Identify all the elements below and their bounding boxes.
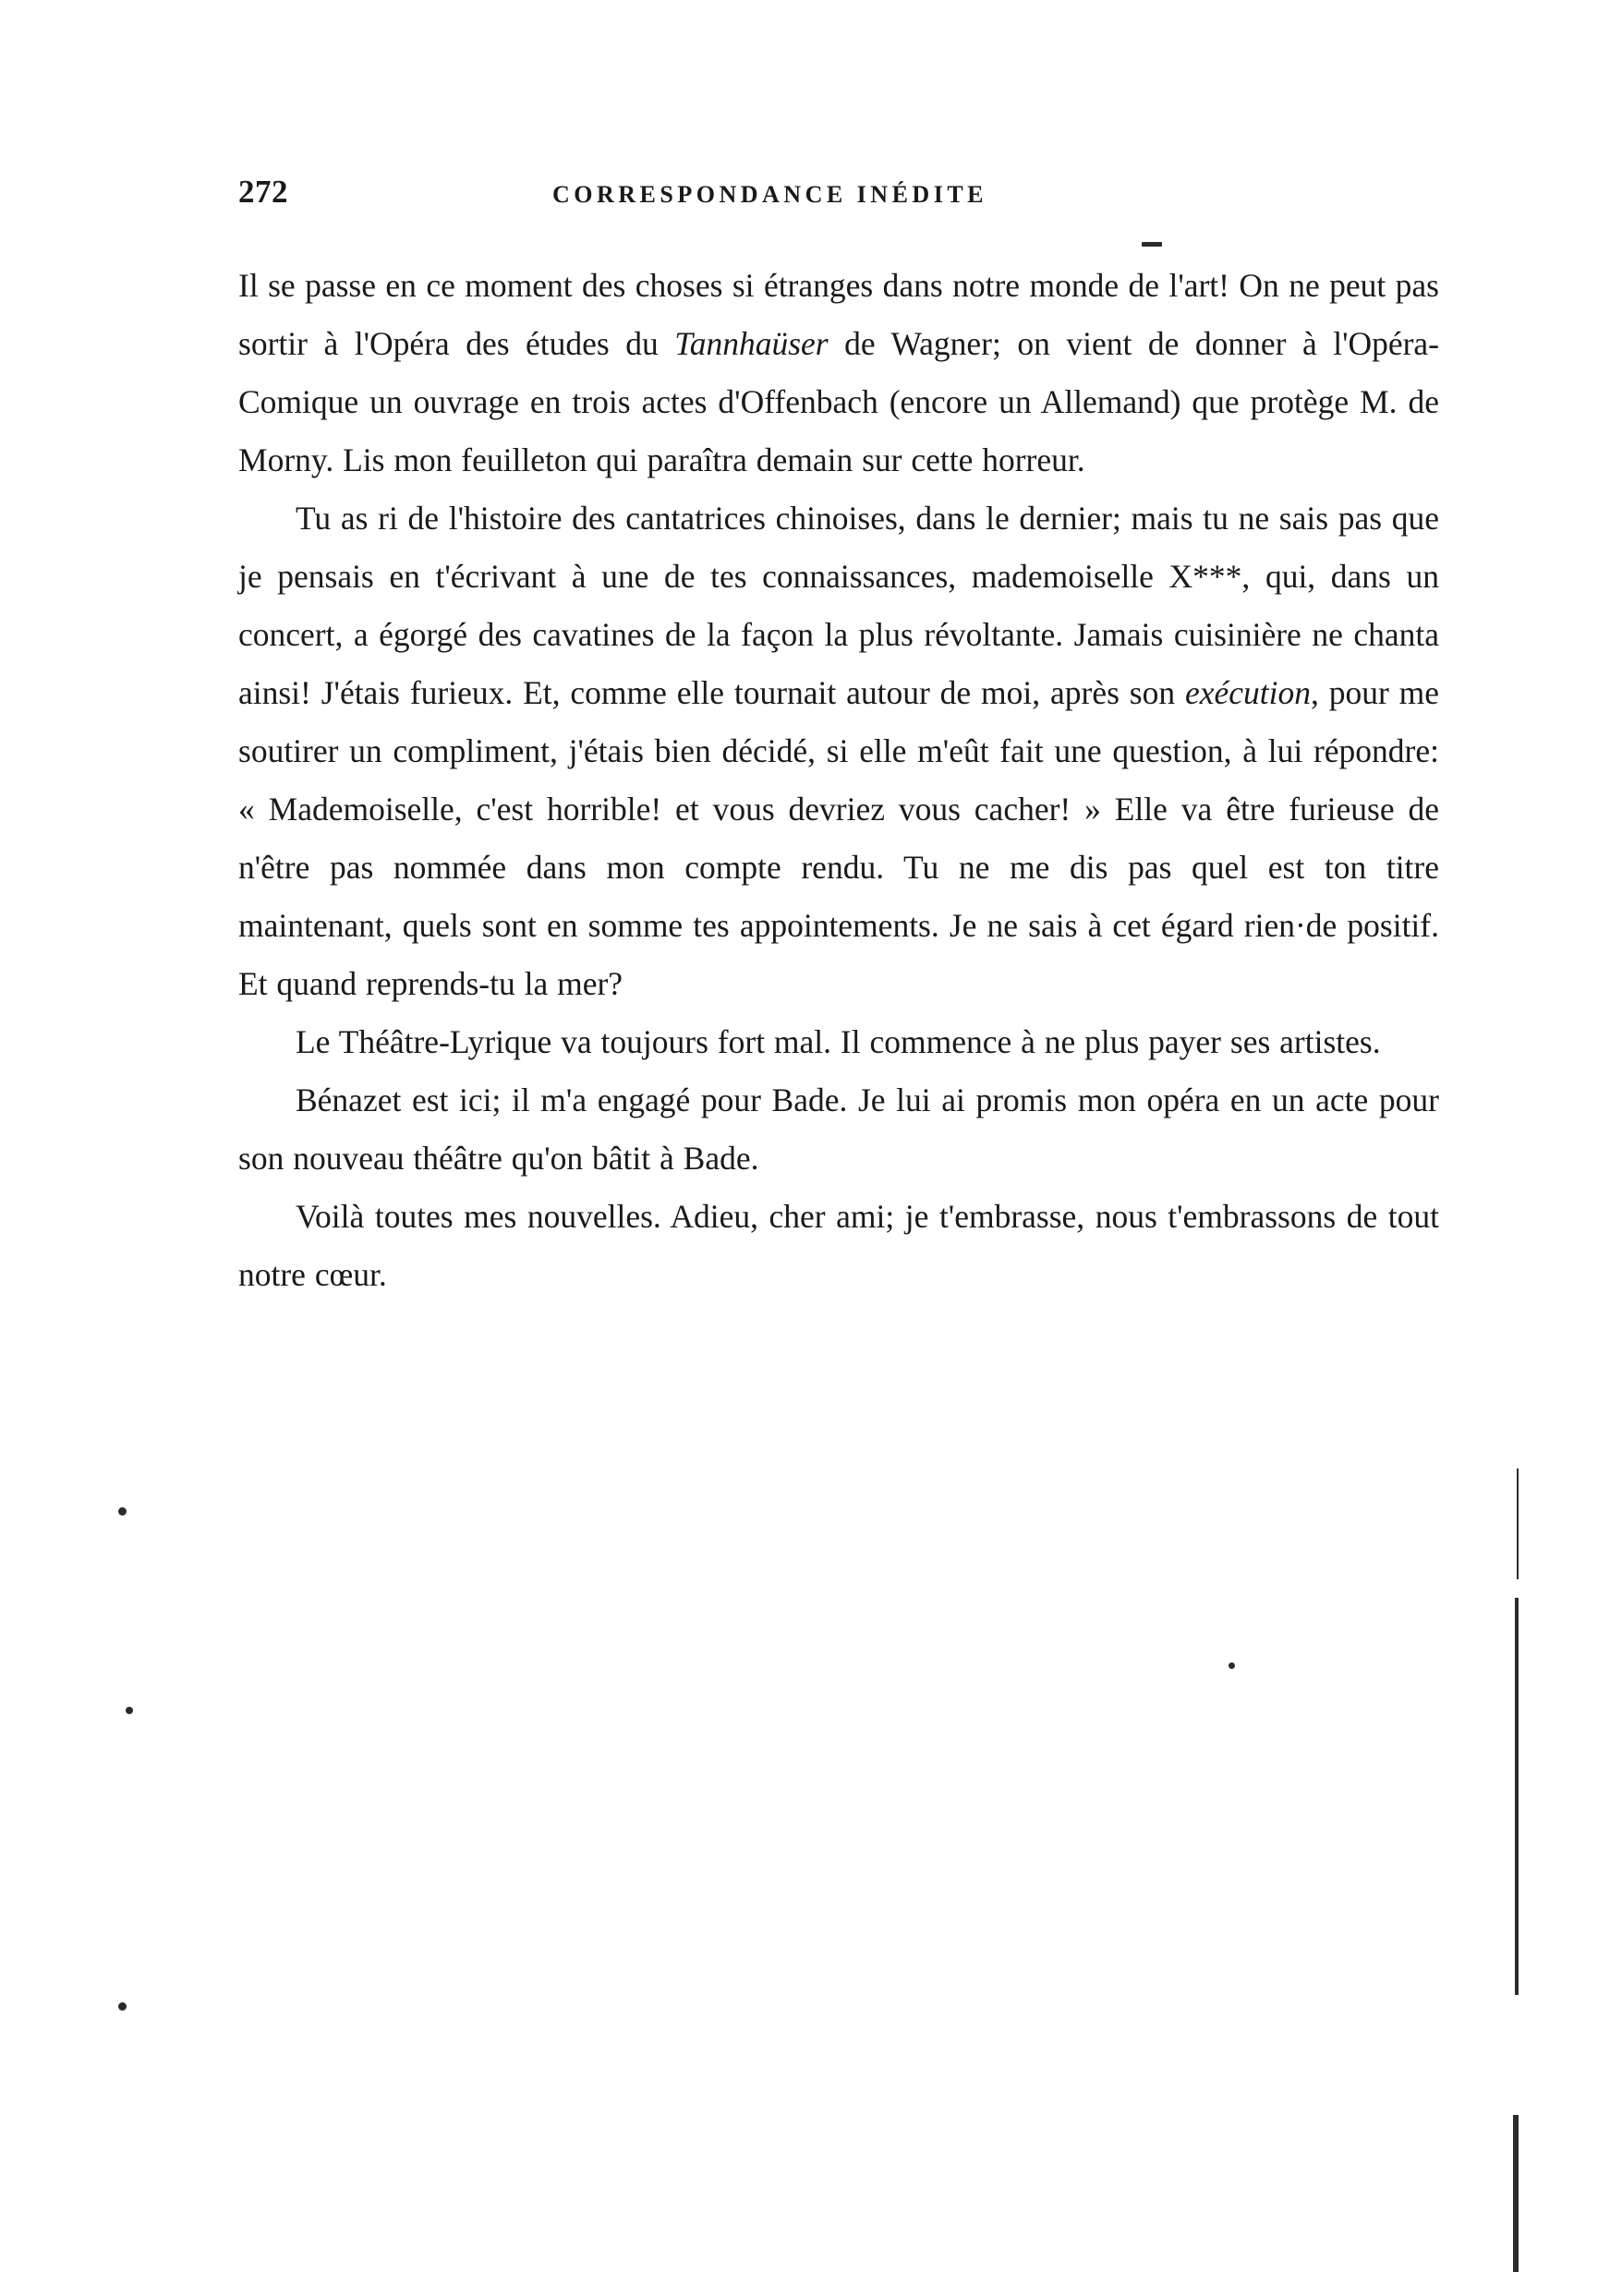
speck-left-2 <box>126 1707 133 1714</box>
speck-left-3 <box>118 2002 127 2011</box>
paragraph-2-italic: exécution <box>1184 674 1311 711</box>
paragraph-2 <box>238 489 1439 1013</box>
right-margin-rule-lower <box>1513 2115 1519 2272</box>
paragraph-1 <box>238 257 1439 489</box>
speck-head-underscore <box>1142 242 1162 247</box>
paragraph-5: Voilà toutes mes nouvelles. Adieu, cher ami; je t'embrasse, nous t'embrassons de tout notre cœur. <box>238 1198 1439 1293</box>
paragraph-3: Le Théâtre-Lyrique va toujours fort mal. Il commence à ne plus payer ses artistes. <box>296 1023 1381 1060</box>
right-margin-rule-upper <box>1517 1468 1519 1579</box>
page-content <box>238 166 1439 1304</box>
running-head <box>238 166 1439 231</box>
paragraph-2-rest: , pour me soutirer un compliment, j'étais bien décidé, si elle m'eût fait une question, à lui répondre: « Mademoiselle, c'est horrible! et vous devriez vous cacher! » Elle va être furieuse de n'être pas nommée dans mon compte rendu. Tu ne me dis pas quel est ton titre maintenant, quels sont en somme tes appointements. Je ne sais à cet égard rien·de positif. Et quand reprends-tu la mer? <box>238 674 1439 1002</box>
right-margin-rule-mid <box>1515 1598 1519 1995</box>
paragraph-2-text: Tu as ri de l'histoire des cantatrices chinoises, dans le dernier; mais tu ne sais pas que je pensais en t'écrivant à une de tes connaissances, mademoiselle X***, qui, dans un concert, a égorgé des cavatines de la façon la plus révoltante. Jamais cuisinière ne chanta ainsi! J'étais furieux. Et, comme elle tournait autour de moi, après son <box>238 500 1439 711</box>
paragraph-4: Bénazet est ici; il m'a engagé pour Bade. Je lui ai promis mon opéra en un acte pour son nouveau théâtre qu'on bâtit à Bade. <box>238 1082 1439 1177</box>
running-head-title: CORRESPONDANCE INÉDITE <box>552 181 987 208</box>
paragraph-1-text: Il se passe en ce moment des choses si étranges dans notre monde de l'art! On ne peut pas sortir à l'Opéra des études du <box>238 267 1439 362</box>
page-number: 272 <box>238 174 288 210</box>
speck-left-1 <box>118 1507 127 1516</box>
paragraph-1-rest: de Wagner; on vient de donner à l'Opéra-Comique un ouvrage en trois actes d'Offenbach (encore un Allemand) que protège M. de Morny. Lis mon feuilleton qui paraîtra demain sur cette horreur. <box>238 325 1440 478</box>
paragraph-1-italic: Tannhaüser <box>674 325 829 362</box>
speck-upper-right <box>1229 1662 1235 1669</box>
